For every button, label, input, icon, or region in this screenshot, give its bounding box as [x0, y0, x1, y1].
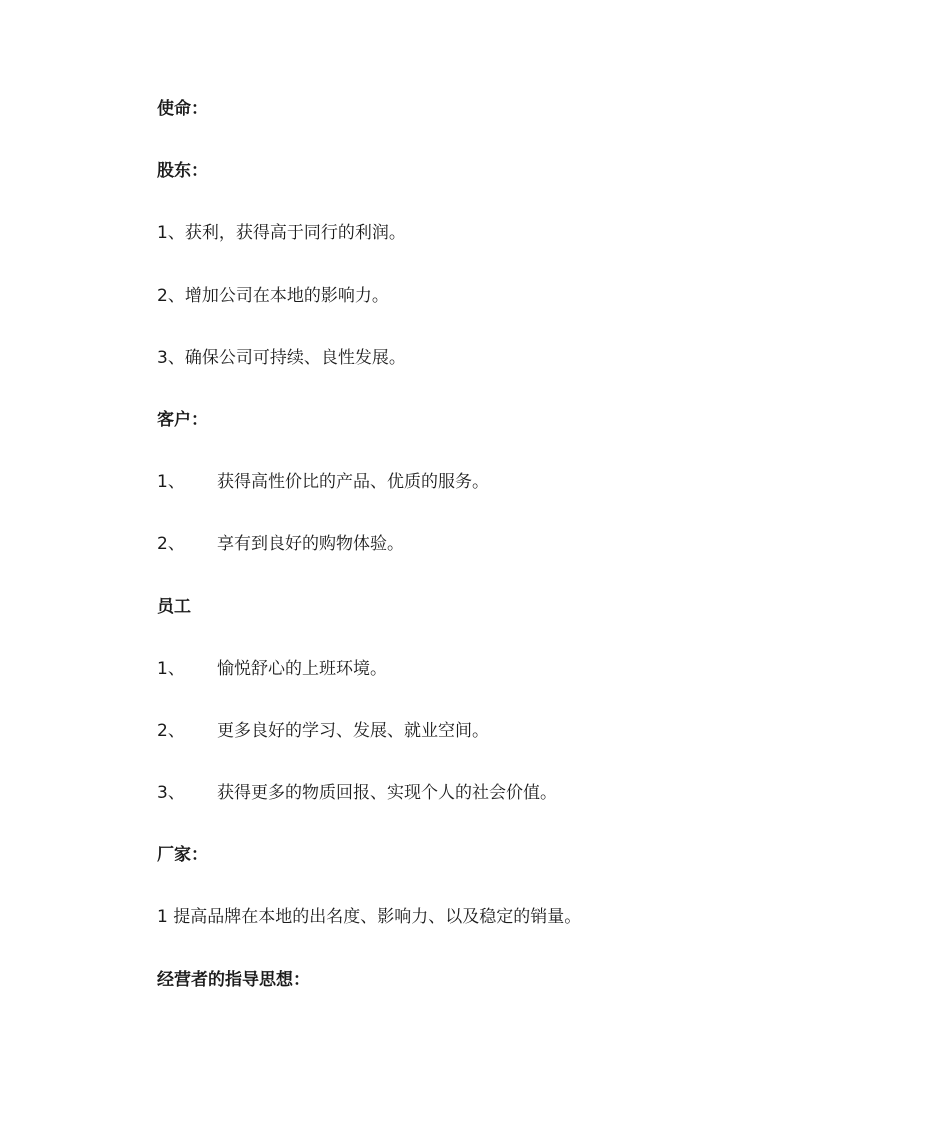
- list-number: 2、: [157, 534, 185, 555]
- customer-item: [157, 531, 857, 593]
- list-number: 3、: [157, 783, 185, 804]
- list-number: 2、: [157, 720, 185, 741]
- employee-item: [157, 656, 857, 718]
- list-text: 愉悦舒心的上班环境。: [217, 658, 387, 679]
- employee-item: [157, 718, 857, 780]
- list-text: 享有到良好的购物体验。: [217, 534, 404, 555]
- customers-heading: 客户：: [157, 409, 208, 430]
- list-text: 获得高性价比的产品、优质的服务。: [217, 472, 489, 493]
- employee-item: [157, 780, 857, 842]
- shareholders-heading: 股东：: [157, 161, 208, 182]
- list-text: 获得更多的物质回报、实现个人的社会价值。: [217, 783, 557, 804]
- customer-item: [157, 469, 857, 531]
- guiding-heading: 经营者的指导思想：: [157, 969, 310, 990]
- mission-heading: 使命：: [157, 99, 208, 119]
- shareholder-item: 1、获利，获得高于同行的利润。: [157, 223, 406, 244]
- document-page: [157, 96, 857, 1029]
- list-number: 1、: [157, 472, 185, 493]
- list-text: 更多良好的学习、发展、就业空间。: [217, 720, 489, 741]
- manufacturers-heading: 厂家：: [157, 845, 208, 866]
- manufacturer-item: 1 提高品牌在本地的出名度、影响力、以及稳定的销量。: [157, 907, 582, 928]
- employees-heading: 员工: [157, 596, 191, 617]
- list-number: 1、: [157, 658, 185, 679]
- shareholder-item: 2、增加公司在本地的影响力。: [157, 285, 389, 306]
- shareholder-item: 3、确保公司可持续、良性发展。: [157, 347, 406, 368]
